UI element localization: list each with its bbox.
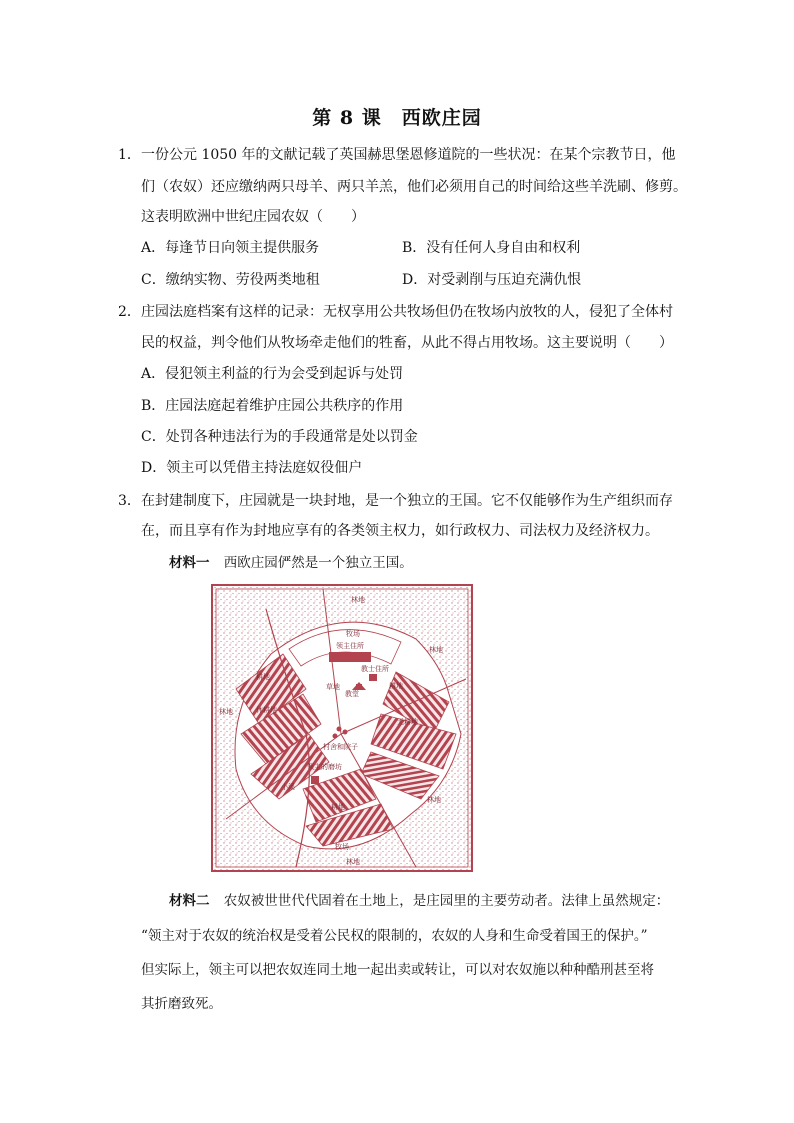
question-2-option-c[interactable]: C．处罚各种违法行为的手段通常是处以罚金: [141, 429, 418, 445]
material-2-line-4: 其折磨致死。: [141, 996, 222, 1012]
label-meadow: 草地: [326, 683, 340, 691]
label-creek: 小溪: [281, 783, 295, 791]
question-1-option-d[interactable]: D．对受剥削与压迫充满仇恨: [402, 272, 582, 288]
label-pasture-top: 牧场: [346, 630, 360, 638]
material-2-label: 材料二: [169, 893, 210, 909]
question-1-line-2: 们（农奴）还应缴纳两只母羊、两只羊羔，他们必须用自己的时间给这些羊洗刷、修剪。: [141, 179, 687, 195]
question-2-line-1: 庄园法庭档案有这样的记录：无权享用公共牧场但仍在牧场内放牧的人，侵犯了全体村: [141, 304, 673, 320]
label-village: 村舍和院子: [323, 743, 358, 751]
label-manor-house: 领主住所: [336, 642, 364, 650]
material-1: [169, 553, 413, 573]
label-lord-mill: 领主的磨坊: [307, 763, 342, 771]
question-2-line-2: 民的权益，判令他们从牧场牵走他们的牲畜，从此不得占用牧场。这主要说明（ ）: [141, 335, 673, 351]
question-1-option-c[interactable]: C．缴纳实物、劳役两类地租: [141, 272, 320, 288]
label-church: 教堂: [345, 690, 359, 698]
material-2-line-2: “领主对于农奴的统治权是受着公民权的限制的，农奴的人身和生命受着国王的保护。”: [141, 928, 648, 944]
material-1-text: 西欧庄园俨然是一个独立王国。: [223, 555, 413, 571]
page-title: 第 8 课 西欧庄园: [312, 107, 482, 129]
question-1-option-b[interactable]: B．没有任何人身自由和权利: [402, 240, 581, 256]
label-priest-house: 教士住所: [361, 665, 389, 673]
material-2-text-1: 农奴被世世代代固着在土地上，是庄园里的主要劳动者。法律上虽然规定：: [223, 893, 670, 909]
manor-map: [211, 584, 473, 872]
label-pasture-bottom: 牧场: [335, 843, 349, 851]
label-forest-top: 林地: [351, 596, 365, 604]
question-1-line-1: 一份公元 1050 年的文献记载了英国赫思堡恩修道院的一些状况：在某个宗教节日，他: [141, 147, 676, 163]
label-forest-right: 林地: [429, 646, 443, 654]
manor-map-figure: [211, 584, 473, 872]
label-forest-left: 林地: [219, 708, 233, 716]
label-farmland-left: 耕地: [256, 673, 270, 681]
question-1-line-3: 这表明欧洲中世纪庄园农奴（ ）: [141, 209, 365, 225]
question-2-option-d[interactable]: D．领主可以凭借主持法庭奴役佃户: [141, 460, 363, 476]
material-2-line-3: 但实际上，领主可以把农奴连同土地一起出卖或转让，可以对农奴施以种种酷刑甚至将: [141, 962, 654, 978]
label-forest-right-low: 林地: [427, 796, 441, 804]
question-3-line-2: 在，而且享有作为封地应享有的各类领主权力，如行政权力、司法权力及经济权力。: [141, 523, 659, 539]
question-2-option-a[interactable]: A．侵犯领主利益的行为会受到起诉与处罚: [141, 366, 404, 382]
question-1-option-a[interactable]: A．每逢节日向领主提供服务: [141, 240, 320, 256]
question-3-number: 3．: [118, 493, 141, 509]
label-farmland-right: 耕地: [389, 682, 403, 690]
question-1-number: 1．: [118, 147, 141, 163]
label-farmland-bottom: 耕地: [331, 803, 345, 811]
material-2-line-1: [169, 891, 669, 911]
question-3-line-1: 在封建制度下，庄园就是一块封地，是一个独立的王国。它不仅能够作为生产组织而存: [141, 493, 673, 509]
label-forest-bottom: 林地: [346, 858, 360, 866]
question-2-option-b[interactable]: B．庄园法庭起着维护庄园公共秩序的作用: [141, 398, 404, 414]
label-fallow-left: 休耕地: [256, 706, 277, 714]
question-2-number: 2．: [118, 304, 141, 320]
label-fallow-right: 无耕地: [397, 718, 418, 726]
material-1-label: 材料一: [169, 555, 210, 571]
